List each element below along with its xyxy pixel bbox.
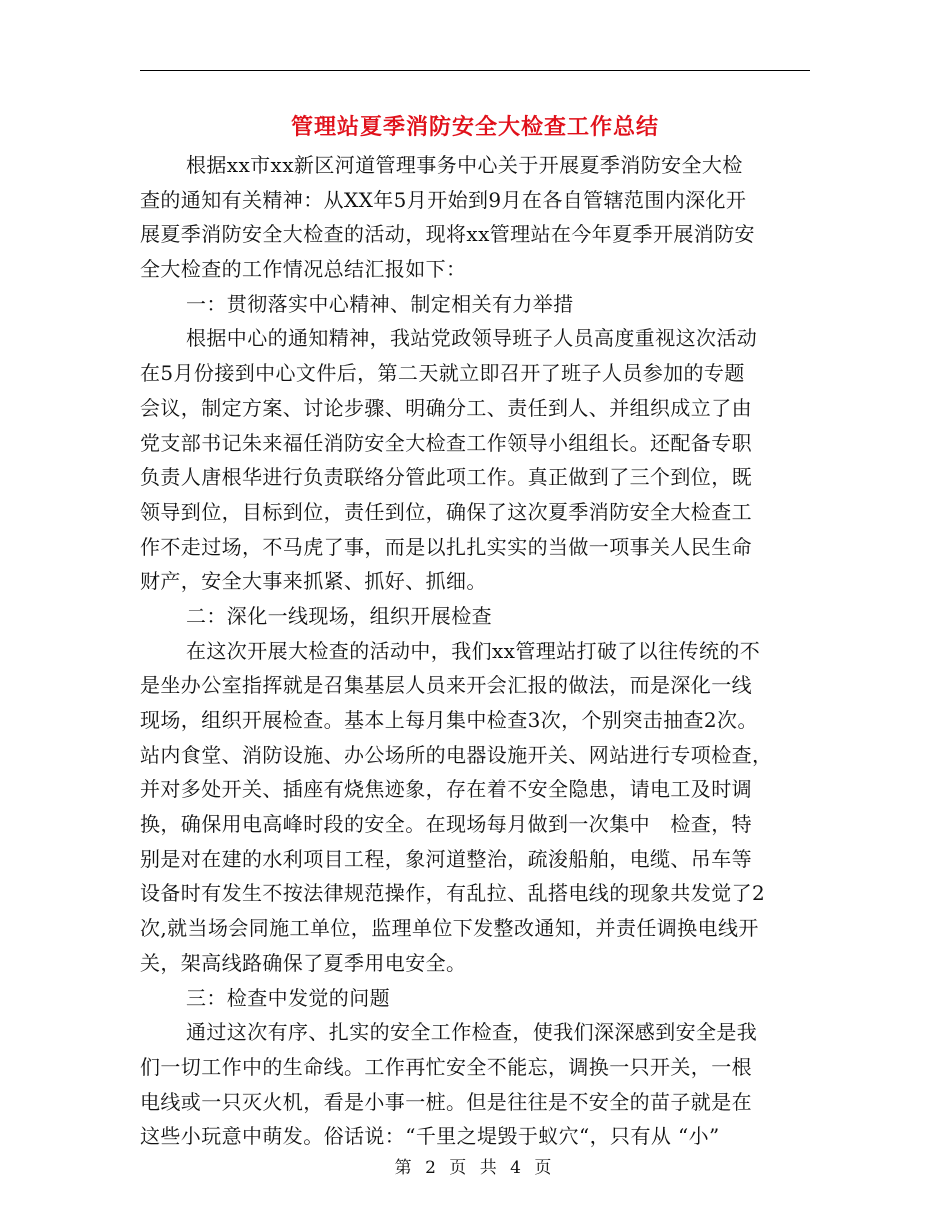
text-line: 会议，制定方案、讨论步骤、明确分工、责任到人、并组织成立了由 xyxy=(140,395,752,420)
text-line: 全大检查的工作情况总结汇报如下： xyxy=(140,257,467,282)
text-line: 次,就当场会同施工单位，监理单位下发整改通知，并责任调换电线开 xyxy=(140,916,759,941)
text-line: 现场，组织开展检查。基本上每月集中检查3次，个别突击抽查2次。 xyxy=(140,708,758,732)
text-line: 站内食堂、消防设施、办公场所的电器设施开关、网站进行专项检查， xyxy=(140,742,773,767)
text-line: 财产，安全大事来抓紧、抓好、抓细。 xyxy=(140,569,487,594)
text-line: 是坐办公室指挥就是召集基层人员来开会汇报的做法，而是深化一线 xyxy=(140,673,752,698)
text-line: 领导到位，目标到位，责任到位，确保了这次夏季消防安全大检查工 xyxy=(140,499,752,524)
text-line: 电线或一只灭火机，看是小事一桩。但是往往是不安全的苗子就是在 xyxy=(140,1089,752,1114)
text-line: 作不走过场，不马虎了事，而是以扎扎实实的当做一项事关人民生命 xyxy=(140,534,752,559)
text-line: 换，确保用电高峰时段的安全。在现场每月做到一次集中 检查，特 xyxy=(140,812,752,837)
page-footer: 第 2 页 共 4 页 xyxy=(394,1158,556,1178)
text-line: 展夏季消防安全大检查的活动，现将xx管理站在今年夏季开展消防安 xyxy=(140,222,755,247)
text-line: 关，架高线路确保了夏季用电安全。 xyxy=(140,950,467,975)
text-line: 通过这次有序、扎实的安全工作检查，使我们深深感到安全是我 xyxy=(186,1020,758,1045)
text-line: 负责人唐根华进行负责联络分管此项工作。真正做到了三个到位，既 xyxy=(140,465,752,490)
document-body xyxy=(140,148,812,1154)
document-title: 管理站夏季消防安全大检查工作总结 xyxy=(290,115,659,140)
text-line: 们一切工作中的生命线。工作再忙安全不能忘，调换一只开关，一根 xyxy=(140,1054,752,1079)
text-line: 别是对在建的水利项目工程，象河道整治，疏浚船舶，电缆、吊车等 xyxy=(140,846,752,871)
text-line: 设备时有发生不按法律规范操作，有乱拉、乱搭电线的现象共发觉了2 xyxy=(140,881,766,906)
text-line: 党支部书记朱来福任消防安全大检查工作领导小组组长。还配备专职 xyxy=(140,430,752,455)
section-heading-2: 二：深化一线现场，组织开展检查 xyxy=(186,603,492,628)
text-line: 根据中心的通知精神，我站党政领导班子人员高度重视这次活动 xyxy=(186,326,758,351)
text-line: 在这次开展大检查的活动中，我们xx管理站打破了以往传统的不 xyxy=(186,638,761,663)
text-line: 根据xx市xx新区河道管理事务中心关于开展夏季消防安全大检 xyxy=(186,153,743,177)
header-rule xyxy=(140,70,810,71)
text-line: 查的通知有关精神：从XX年5月开始到9月在各自管辖范围内深化开 xyxy=(140,187,747,212)
section-heading-1: 一：贯彻落实中心精神、制定相关有力举措 xyxy=(186,291,574,316)
section-heading-3: 三：检查中发觉的问题 xyxy=(186,985,390,1010)
text-line: 这些小玩意中萌发。俗话说：“千里之堤毁于蚁穴“，只有从 “小” xyxy=(140,1124,720,1149)
text-line: 并对多处开关、插座有烧焦迹象，存在着不安全隐患，请电工及时调 xyxy=(140,777,752,802)
text-line: 在5月份接到中心文件后，第二天就立即召开了班子人员参加的专题 xyxy=(140,361,745,386)
